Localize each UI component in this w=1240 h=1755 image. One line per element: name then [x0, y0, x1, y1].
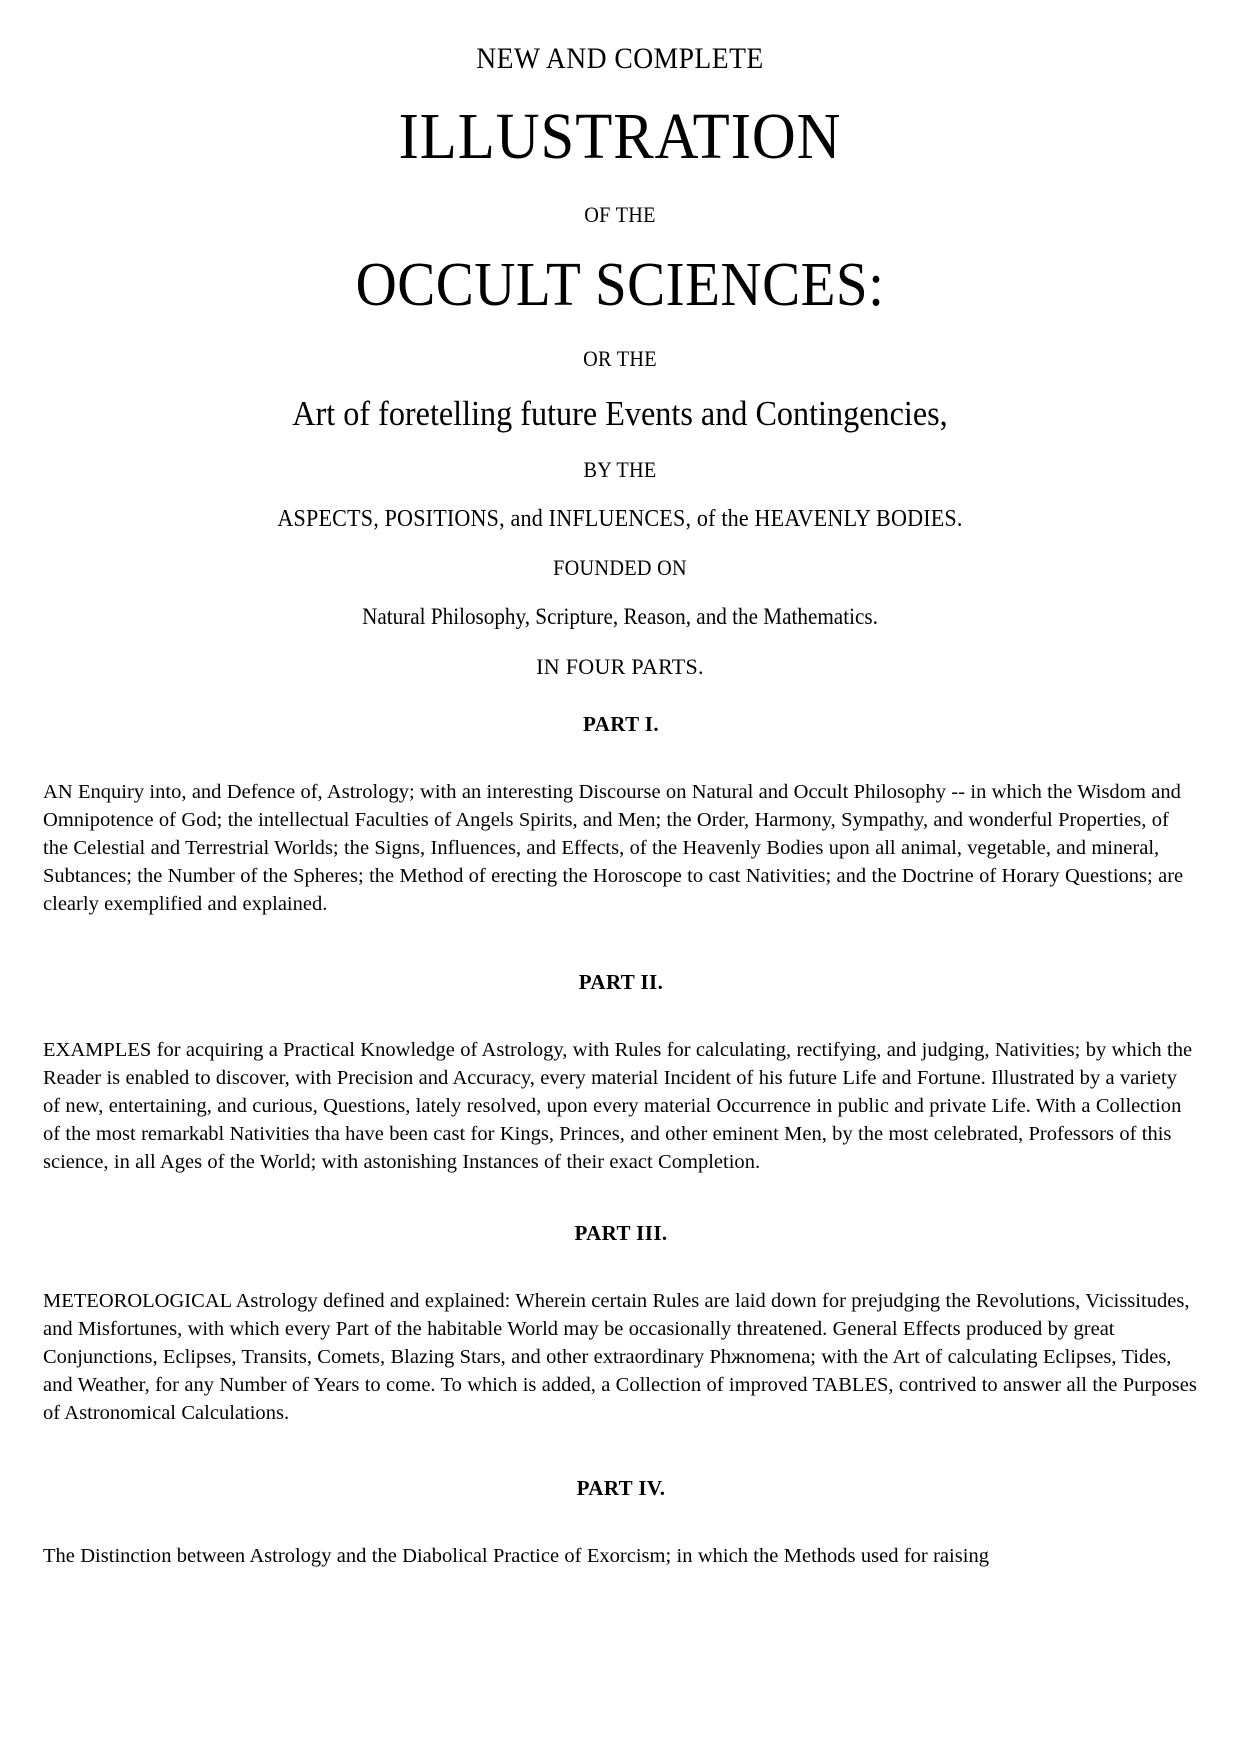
part-heading-2: PART II. [578, 969, 664, 994]
title-block [0, 0, 1240, 678]
parts-container [0, 714, 1240, 1571]
title-line-occult-sciences: OCCULT SCIENCES: [355, 251, 885, 319]
title-line-illustration: ILLUSTRATION [398, 100, 842, 173]
title-line-subtitle: Art of foretelling future Events and Contingencies, [292, 394, 948, 433]
title-line-by-the: BY THE [583, 457, 657, 482]
title-line-founded-on: FOUNDED ON [553, 555, 687, 580]
title-line-of-the: OF THE [584, 202, 656, 227]
spacer [43, 735, 1199, 779]
part-heading-1: PART I. [583, 712, 659, 736]
part-body-1: AN Enquiry into, and Defence of, Astrology; with an interesting Discourse on Natural and Occult Philosophy -- in which the Wisdom and Omnipotence of God; the intellectual Faculties of Angels Spirits, and Men; the Order, Harmony, Sympathy, and wonderful Properties, of the Celestial and Terrestrial Worlds; the Signs, Influences, and Effects, of the Heavenly Bodies upon all animal, vegetable, and mineral, Subtances; the Number of the Spheres; the Method of erecting the Horoscope to cast Nativities; and the Doctrine of Horary Questions; are clearly exemplified and explained. [43, 781, 1184, 915]
part-body-3: METEOROLOGICAL Astrology defined and explained: Wherein certain Rules are laid down for prejudging the Revolutions, Vicissitudes, and Misfortunes, with which every Part of the habitable World may be occasionally threatened. General Effects produced by great Conjunctions, Eclipses, Transits, Comets, Blazing Stars, and other extraordinary Phжnomena; with the Art of calculating Eclipses, Tides, and Weather, for any Number of Years to come. To which is added, a Collection of improved TABLES, contrived to answer all the Purposes of Astronomical Calculations. [43, 1289, 1197, 1424]
spacer [43, 1177, 1199, 1223]
title-line-sources: Natural Philosophy, Scripture, Reason, and the Mathematics. [362, 604, 878, 629]
part-heading-3: PART III. [574, 1220, 668, 1245]
title-line-in-four-parts: IN FOUR PARTS. [536, 654, 704, 679]
title-line-aspects: ASPECTS, POSITIONS, and INFLUENCES, of the HEAVENLY BODIES. [277, 506, 963, 532]
part-body-4: The Distinction between Astrology and the Diabolical Practice of Exorcism; in which the Methods used for raising [43, 1544, 989, 1567]
spacer [43, 919, 1199, 972]
spacer [43, 993, 1199, 1037]
spacer [43, 1244, 1199, 1288]
title-line-or-the: OR THE [583, 346, 657, 371]
part-heading-4: PART IV. [576, 1475, 666, 1500]
spacer [43, 1499, 1199, 1543]
spacer [43, 1428, 1199, 1478]
title-line-new-and-complete: NEW AND COMPLETE [476, 42, 764, 75]
part-body-2: EXAMPLES for acquiring a Practical Knowledge of Astrology, with Rules for calculating, rectifying, and judging, Nativities; by which the Reader is enabled to discover, with Precision and Accuracy, every material Incident of his future Life and Fortune. Illustrated by a variety of new, entertaining, and curious, Questions, lately resolved, upon every material Occurrence in public and private Life. With a Collection of the most remarkabl Nativities tha have been cast for Kings, Princes, and other eminent Men, by the most celebrated, Professors of this science, in all Ages of the World; with astonishing Instances of their exact Completion. [43, 1038, 1193, 1173]
